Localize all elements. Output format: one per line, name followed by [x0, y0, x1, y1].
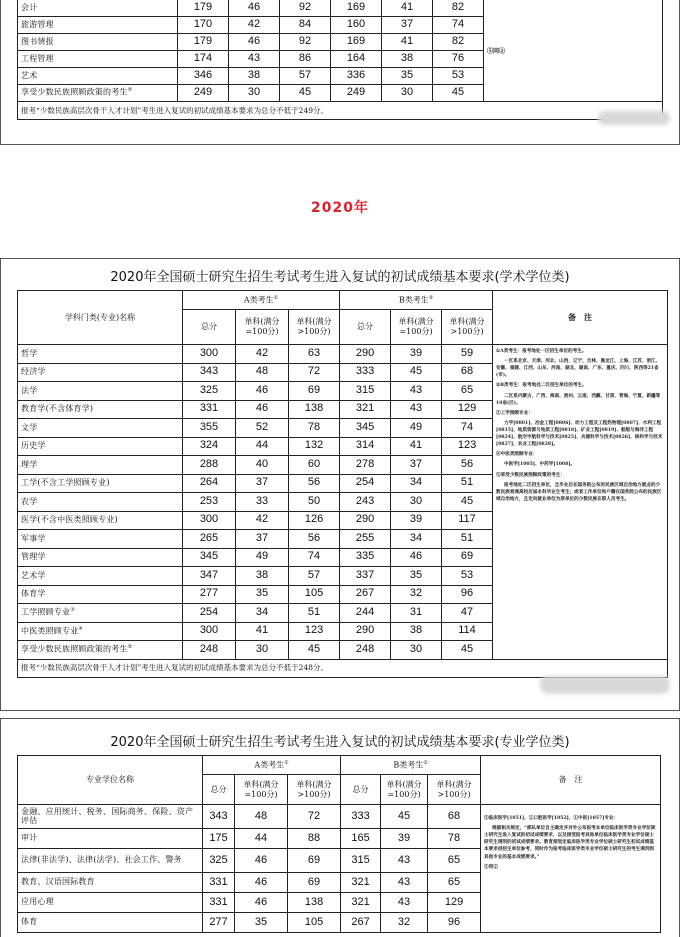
academic-footer: 报考“少数民族高层次骨干人才计划”考生进入复试的初试成绩基本要求为总分不低于248分。 — [18, 659, 668, 677]
score-cell: 264 — [183, 474, 236, 493]
score-cell: 325 — [183, 382, 236, 401]
score-cell: 50 — [289, 493, 340, 512]
score-cell: 32 — [391, 585, 442, 604]
score-cell: 43 — [381, 873, 428, 893]
remarks-cell — [484, 0, 663, 102]
score-cell: 53 — [442, 567, 493, 586]
row-label — [18, 604, 183, 623]
table-row — [18, 0, 663, 17]
score-cell: 325 — [203, 849, 235, 873]
row-label — [18, 849, 203, 873]
score-cell: 46 — [236, 382, 289, 401]
score-cell: 40 — [236, 456, 289, 475]
score-cell: 53 — [433, 68, 484, 85]
a-single100plus-header: 单科(满分>100分) — [289, 310, 340, 345]
row-label-text: 工程管理 — [21, 53, 54, 63]
row-label — [18, 493, 183, 512]
score-cell: 42 — [236, 345, 289, 364]
remarks-cell — [481, 805, 661, 933]
score-cell: 265 — [183, 530, 236, 549]
score-cell: 244 — [340, 604, 391, 623]
score-cell: 92 — [280, 34, 331, 51]
score-cell: 278 — [340, 456, 391, 475]
score-cell: 46 — [235, 849, 288, 873]
academic-panel — [0, 258, 680, 711]
score-cell: 343 — [203, 805, 235, 829]
score-cell: 82 — [433, 0, 484, 17]
row-label — [18, 567, 183, 586]
pro-b-single100-header: 单科(满分=100分) — [381, 775, 428, 805]
score-cell: 76 — [433, 51, 484, 68]
remark-paragraph: 中医学[1005]、中药学[1008]。 — [504, 462, 576, 468]
score-cell: 33 — [236, 493, 289, 512]
score-cell: 43 — [381, 893, 428, 913]
professional-b-header: B类考生② — [341, 756, 481, 775]
row-label — [18, 382, 183, 401]
score-cell: 44 — [235, 829, 288, 849]
row-label — [18, 913, 203, 933]
score-cell: 51 — [442, 530, 493, 549]
score-cell: 37 — [382, 17, 433, 34]
score-cell: 46 — [229, 0, 280, 17]
footnote-mark: ④ — [78, 625, 84, 632]
score-cell: 65 — [442, 382, 493, 401]
score-cell: 314 — [340, 437, 391, 456]
pro-a-single100plus-header: 单科(满分>100分) — [288, 775, 341, 805]
top-table-panel — [0, 0, 680, 145]
footnote-mark: ⑤ — [127, 644, 133, 651]
year-heading: 2020年 — [311, 200, 369, 216]
score-cell: 321 — [340, 400, 391, 419]
footnote-mark: ③ — [70, 607, 75, 614]
academic-remark-header: 备 注 — [493, 291, 668, 345]
score-cell: 355 — [183, 419, 236, 438]
score-cell: 57 — [289, 567, 340, 586]
score-cell: 174 — [178, 51, 229, 68]
score-cell: 51 — [289, 604, 340, 623]
score-cell: 126 — [289, 511, 340, 530]
row-label-text: 旅游管理 — [21, 19, 54, 29]
score-cell: 39 — [391, 345, 442, 364]
score-cell: 300 — [183, 622, 236, 641]
row-label-text: 管理学 — [21, 552, 46, 562]
score-cell: 165 — [341, 829, 381, 849]
score-cell: 41 — [382, 0, 433, 17]
score-cell: 45 — [433, 85, 484, 102]
score-cell: 34 — [236, 604, 289, 623]
score-cell: 267 — [340, 585, 391, 604]
score-cell: 45 — [442, 493, 493, 512]
score-cell: 88 — [288, 829, 341, 849]
score-cell: 48 — [236, 363, 289, 382]
professional-score-table — [17, 755, 661, 933]
score-cell: 169 — [331, 0, 382, 17]
row-label-text: 军事学 — [21, 533, 46, 543]
score-cell: 69 — [442, 548, 493, 567]
score-cell: 30 — [229, 85, 280, 102]
score-cell: 175 — [203, 829, 235, 849]
score-cell: 60 — [289, 456, 340, 475]
score-cell: 254 — [340, 474, 391, 493]
score-cell: 331 — [203, 893, 235, 913]
pro-b-single100plus-header: 单科(满分>100分) — [428, 775, 481, 805]
score-cell: 69 — [288, 873, 341, 893]
score-cell: 105 — [288, 913, 341, 933]
score-cell: 41 — [391, 437, 442, 456]
score-cell: 255 — [340, 530, 391, 549]
professional-title: 2020年全国硕士研究生招生考试考生进入复试的初试成绩基本要求(专业学位类) — [110, 735, 570, 750]
row-label — [18, 805, 203, 829]
score-cell: 45 — [442, 641, 493, 660]
score-cell: 129 — [428, 893, 481, 913]
academic-score-table — [17, 290, 668, 678]
score-cell: 56 — [289, 530, 340, 549]
row-label — [18, 51, 178, 68]
score-cell: 290 — [340, 511, 391, 530]
score-cell: 248 — [340, 641, 391, 660]
score-cell: 335 — [340, 548, 391, 567]
score-cell: 68 — [428, 805, 481, 829]
row-label — [18, 641, 183, 660]
remark-paragraph: ④中医类照顾专业： — [496, 452, 538, 458]
remark-paragraph: ⑤同② — [484, 864, 498, 870]
row-label-text: 享受少数民族照顾政策的考生 — [21, 88, 128, 98]
score-cell: 57 — [280, 68, 331, 85]
row-label — [18, 456, 183, 475]
b-single100plus-header: 单科(满分>100分) — [442, 310, 493, 345]
score-cell: 35 — [236, 585, 289, 604]
watermark-blur — [598, 111, 670, 125]
score-cell: 44 — [236, 437, 289, 456]
score-cell: 56 — [442, 456, 493, 475]
professional-a-header: A类考生① — [203, 756, 341, 775]
table-row — [18, 345, 668, 364]
row-label — [18, 585, 183, 604]
score-cell: 315 — [341, 849, 381, 873]
remark-paragraph: 报考地处二区招生单位，且毕业后在国务院公布的民族区域自治地方就业的少数民族普通高校应届本科毕业生考生；或者工作单位和户籍在国务院公布的民族区域自治地方，且定向就业单位为原单位的少数民族在职人员考生。 — [496, 482, 662, 502]
score-cell: 138 — [288, 893, 341, 913]
score-cell: 324 — [183, 437, 236, 456]
remarks-cell — [493, 345, 668, 660]
row-label — [18, 873, 203, 893]
score-cell: 37 — [236, 530, 289, 549]
watermark-blur-2 — [540, 676, 670, 694]
pro-a-total-header: 总分 — [203, 775, 235, 805]
score-cell: 43 — [391, 382, 442, 401]
b-single100-header: 单科(满分=100分) — [391, 310, 442, 345]
score-cell: 74 — [433, 17, 484, 34]
score-cell: 68 — [442, 363, 493, 382]
score-cell: 179 — [178, 34, 229, 51]
score-cell: 41 — [382, 34, 433, 51]
score-cell: 45 — [381, 805, 428, 829]
score-cell: 46 — [229, 34, 280, 51]
score-cell: 346 — [178, 68, 229, 85]
score-cell: 300 — [183, 345, 236, 364]
score-cell: 59 — [442, 345, 493, 364]
score-cell: 160 — [331, 17, 382, 34]
row-label-text: 法学 — [21, 385, 38, 395]
score-cell: 72 — [288, 805, 341, 829]
score-cell: 37 — [236, 474, 289, 493]
remark-paragraph: 一区系北京、天津、河北、山西、辽宁、吉林、黑龙江、上海、江苏、浙江、安徽、福建、江西、山东、河南、湖北、湖南、广东、重庆、四川、陕西等21省(市)。 — [496, 359, 661, 379]
score-cell: 277 — [183, 585, 236, 604]
remark-paragraph: 力学[0801]、冶金工程[0806]、动力工程及工程热物理[0807]、水利工程[0815]、地质资源与地质工程[0818]、矿业工程[0819]、船舶与海洋工程[0824]、航空宇航科学与技术[0825]、兵器科学与技术[0826]、核科学与技术[0827]、农业工程[0828]。 — [496, 420, 663, 448]
professional-panel — [0, 718, 680, 937]
row-label — [18, 474, 183, 493]
score-cell: 321 — [341, 893, 381, 913]
score-cell: 65 — [428, 849, 481, 873]
score-cell: 48 — [235, 805, 288, 829]
row-label — [18, 419, 183, 438]
score-cell: 63 — [289, 345, 340, 364]
score-cell: 38 — [229, 68, 280, 85]
table-row — [18, 805, 661, 829]
row-label-text: 教育、汉语国际教育 — [21, 877, 95, 887]
score-cell: 32 — [381, 913, 428, 933]
remark-note: ⑤同② — [487, 48, 506, 56]
row-label-text: 艺术 — [21, 70, 38, 80]
score-cell: 72 — [289, 363, 340, 382]
score-cell: 96 — [428, 913, 481, 933]
score-cell: 333 — [341, 805, 381, 829]
row-label-text: 会计 — [21, 2, 38, 12]
score-cell: 38 — [382, 51, 433, 68]
score-cell: 179 — [178, 0, 229, 17]
score-cell: 321 — [341, 873, 381, 893]
score-cell: 345 — [340, 419, 391, 438]
score-cell: 347 — [183, 567, 236, 586]
score-cell: 132 — [289, 437, 340, 456]
score-cell: 56 — [289, 474, 340, 493]
row-label-text: 理学 — [21, 459, 38, 469]
score-cell: 123 — [289, 622, 340, 641]
score-cell: 74 — [442, 419, 493, 438]
professional-remark-header: 备 注 — [481, 756, 661, 805]
score-cell: 138 — [289, 400, 340, 419]
score-cell: 315 — [340, 382, 391, 401]
b-header-mark: ② — [428, 294, 434, 301]
row-label — [18, 622, 183, 641]
score-cell: 45 — [289, 641, 340, 660]
top-footer: 报考“少数民族高层次骨干人才计划”考生进入复试的初试成绩基本要求为总分不低于249分。 — [18, 102, 663, 120]
score-cell: 45 — [280, 85, 331, 102]
row-label — [18, 85, 178, 102]
score-cell: 343 — [183, 363, 236, 382]
score-cell: 47 — [442, 604, 493, 623]
score-cell: 169 — [331, 34, 382, 51]
score-cell: 345 — [183, 548, 236, 567]
row-label-text: 医学(不含中医类照顾专业) — [21, 515, 118, 525]
score-cell: 78 — [289, 419, 340, 438]
score-cell: 267 — [341, 913, 381, 933]
score-cell: 35 — [391, 567, 442, 586]
remark-paragraph: ③临床医学[1051]、①口腔医学[1052]、①中医[1057]专业： — [484, 816, 619, 821]
score-cell: 86 — [280, 51, 331, 68]
score-cell: 288 — [183, 456, 236, 475]
academic-b-header: B类考生② — [340, 291, 493, 310]
score-cell: 249 — [178, 85, 229, 102]
remark-paragraph: ⑤享受少数民族照顾政策的考生： — [496, 472, 565, 478]
score-cell: 105 — [289, 585, 340, 604]
score-cell: 129 — [442, 400, 493, 419]
row-label-text: 经济学 — [21, 367, 46, 377]
row-label-text: 中医类照顾专业 — [21, 626, 79, 636]
score-cell: 84 — [280, 17, 331, 34]
score-cell: 43 — [391, 400, 442, 419]
row-label — [18, 0, 178, 17]
score-cell: 65 — [428, 873, 481, 893]
score-cell: 42 — [236, 511, 289, 530]
score-cell: 46 — [236, 400, 289, 419]
score-cell: 35 — [382, 68, 433, 85]
pro-a-single100-header: 单科(满分=100分) — [235, 775, 288, 805]
score-cell: 34 — [391, 530, 442, 549]
row-label-text: 工学(不含工学照顾专业) — [21, 478, 110, 488]
score-cell: 331 — [183, 400, 236, 419]
row-label — [18, 437, 183, 456]
score-cell: 248 — [183, 641, 236, 660]
score-cell: 38 — [391, 622, 442, 641]
row-label-text: 应用心理 — [21, 897, 54, 907]
score-cell: 46 — [235, 893, 288, 913]
row-label — [18, 511, 183, 530]
professional-name-header: 专业学位名称 — [18, 756, 203, 805]
score-cell: 41 — [236, 622, 289, 641]
a-single100-header: 单科(满分=100分) — [236, 310, 289, 345]
score-cell: 34 — [391, 474, 442, 493]
row-label-text: 法律(非法学)、法律(法学)、社会工作、警务 — [21, 855, 182, 865]
score-cell: 43 — [381, 849, 428, 873]
academic-title: 2020年全国硕士研究生招生考试考生进入复试的初试成绩基本要求(学术学位类) — [110, 270, 570, 285]
academic-a-header: A类考生① — [183, 291, 340, 310]
remark-paragraph: 根据相关规定，“部队单位自主确定并对外公布报考本单位临床医学类专业学位硕士研究生进入复试的初试成绩要求，以及接受报考其他单位临床医学类专业学位硕士研究生调剂的初试成绩要求。教育部划定临床医学类专业学位硕士研究生初试成绩基本要求供招生单位参考，同时作为报考临床医学类专业学位硕士研究生的考生调剂到其他专业的基本成绩要求。” — [484, 826, 656, 860]
score-cell: 117 — [442, 511, 493, 530]
score-cell: 30 — [391, 641, 442, 660]
top-score-table — [17, 0, 663, 120]
score-cell: 35 — [235, 913, 288, 933]
score-cell: 49 — [236, 548, 289, 567]
score-cell: 164 — [331, 51, 382, 68]
row-label-text: 历史学 — [21, 441, 46, 451]
score-cell: 38 — [236, 567, 289, 586]
row-label-text: 审计 — [21, 833, 38, 843]
row-label — [18, 345, 183, 364]
row-label — [18, 829, 203, 849]
score-cell: 45 — [391, 363, 442, 382]
score-cell: 290 — [340, 622, 391, 641]
score-cell: 243 — [340, 493, 391, 512]
row-label-text: 哲学 — [21, 348, 38, 358]
row-label — [18, 893, 203, 913]
row-label-text: 金融、应用统计、税务、国际商务、保险、资产评估 — [21, 807, 194, 825]
row-label-text: 教育学(不含体育学) — [21, 404, 94, 414]
score-cell: 74 — [289, 548, 340, 567]
row-label-text: 体育学 — [21, 589, 46, 599]
row-label — [18, 17, 178, 34]
score-cell: 52 — [236, 419, 289, 438]
score-cell: 249 — [331, 85, 382, 102]
score-cell: 43 — [229, 51, 280, 68]
footnote-mark: ⑤ — [127, 87, 133, 94]
row-label-text: 图书情报 — [21, 36, 54, 46]
row-label — [18, 548, 183, 567]
row-label — [18, 34, 178, 51]
score-cell: 46 — [391, 548, 442, 567]
score-cell: 170 — [178, 17, 229, 34]
score-cell: 69 — [289, 382, 340, 401]
pro-b-total-header: 总分 — [341, 775, 381, 805]
score-cell: 92 — [280, 0, 331, 17]
score-cell: 30 — [236, 641, 289, 660]
score-cell: 300 — [183, 511, 236, 530]
score-cell: 51 — [442, 474, 493, 493]
a-total-header: 总分 — [183, 310, 236, 345]
row-label-text: 艺术学 — [21, 570, 46, 580]
score-cell: 39 — [381, 829, 428, 849]
row-label — [18, 400, 183, 419]
row-label-text: 农学 — [21, 496, 38, 506]
academic-name-header: 学科门类(专业)名称 — [18, 291, 183, 345]
row-label-text: 工学照顾专业 — [21, 607, 71, 617]
score-cell: 49 — [391, 419, 442, 438]
score-cell: 39 — [391, 511, 442, 530]
pro-b-header-mark: ② — [423, 759, 428, 766]
score-cell: 336 — [331, 68, 382, 85]
row-label-text: 体育 — [21, 917, 38, 927]
score-cell: 96 — [442, 585, 493, 604]
score-cell: 31 — [391, 604, 442, 623]
remark-paragraph: 二区系内蒙古、广西、海南、贵州、云南、西藏、甘肃、青海、宁夏、新疆等10省(区)。 — [496, 393, 661, 406]
row-label-text: 享受少数民族照顾政策的考生 — [21, 644, 128, 654]
score-cell: 333 — [340, 363, 391, 382]
row-label-text: 文学 — [21, 422, 38, 432]
score-cell: 277 — [203, 913, 235, 933]
row-label — [18, 530, 183, 549]
score-cell: 114 — [442, 622, 493, 641]
row-label — [18, 363, 183, 382]
score-cell: 46 — [235, 873, 288, 893]
score-cell: 331 — [203, 873, 235, 893]
score-cell: 290 — [340, 345, 391, 364]
score-cell: 42 — [229, 17, 280, 34]
score-cell: 254 — [183, 604, 236, 623]
score-cell: 30 — [382, 85, 433, 102]
score-cell: 123 — [442, 437, 493, 456]
score-cell: 30 — [391, 493, 442, 512]
remark-paragraph: ③工学照顾专业： — [496, 410, 533, 416]
row-label — [18, 68, 178, 85]
remark-paragraph: ①A类考生：报考地处一区招生单位的考生。 — [496, 349, 587, 354]
score-cell: 253 — [183, 493, 236, 512]
score-cell: 82 — [433, 34, 484, 51]
score-cell: 337 — [340, 567, 391, 586]
remark-paragraph: ②B类考生：报考地处二区招生单位的考生。 — [496, 383, 587, 389]
score-cell: 69 — [288, 849, 341, 873]
score-cell: 78 — [428, 829, 481, 849]
b-total-header: 总分 — [340, 310, 391, 345]
score-cell: 37 — [391, 456, 442, 475]
